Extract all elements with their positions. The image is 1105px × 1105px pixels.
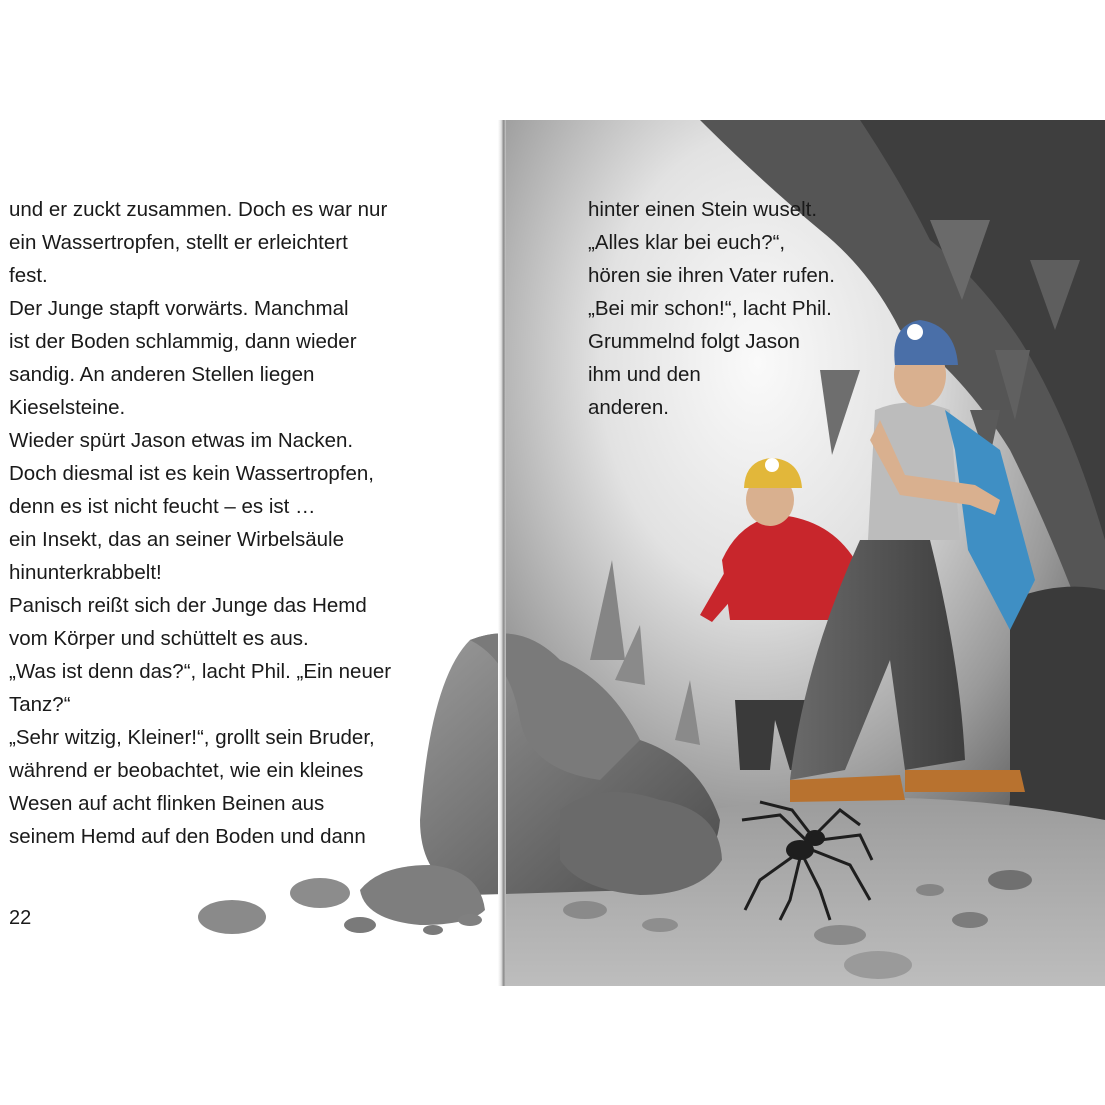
text-line: „Sehr witzig, Kleiner!“, grollt sein Bruder, [9, 726, 375, 749]
pebble [198, 900, 266, 934]
pebble [290, 878, 350, 908]
text-line: ihm und den [588, 363, 701, 386]
pebble [952, 912, 988, 928]
text-line: „Bei mir schon!“, lacht Phil. [588, 297, 832, 320]
pebble [642, 918, 678, 932]
text-line: Wieder spürt Jason etwas im Nacken. [9, 429, 354, 452]
pebble [563, 901, 607, 919]
text-line: sandig. An anderen Stellen liegen [9, 363, 315, 386]
pebble [344, 917, 376, 933]
pebble [916, 884, 944, 896]
text-line: ein Wassertropfen, stellt er erleichtert [9, 231, 348, 254]
text-line: anderen. [588, 396, 669, 419]
pebble [423, 925, 443, 935]
text-line: „Alles klar bei euch?“, [588, 231, 786, 254]
text-line: hinunterkrabbelt! [9, 561, 162, 584]
text-line: Der Junge stapft vorwärts. Manchmal [9, 297, 349, 320]
pebble [814, 925, 866, 945]
text-line: Doch diesmal ist es kein Wassertropfen, [9, 462, 374, 485]
text-line: hinter einen Stein wuselt. [588, 198, 818, 221]
text-line: fest. [9, 264, 48, 287]
text-line: denn es ist nicht feucht – es ist … [9, 495, 316, 518]
text-line: Kieselsteine. [9, 396, 126, 419]
text-line: seinem Hemd auf den Boden und dann [9, 825, 366, 848]
text-line: ist der Boden schlammig, dann wieder [9, 330, 357, 353]
pebble [844, 951, 912, 979]
pebble [458, 914, 482, 926]
pebble [988, 870, 1032, 890]
right-page-text [588, 193, 888, 424]
text-line: ein Insekt, das an seiner Wirbelsäule [9, 528, 345, 551]
text-line: hören sie ihren Vater rufen. [588, 264, 835, 287]
left-page-text [9, 193, 449, 853]
text-line: Wesen auf acht flinken Beinen aus [9, 792, 325, 815]
text-line: Tanz?“ [9, 693, 71, 716]
text-line: während er beobachtet, wie ein kleines [9, 759, 364, 782]
text-line: Panisch reißt sich der Junge das Hemd [9, 594, 367, 617]
book-spread [0, 120, 1105, 986]
text-line: vom Körper und schüttelt es aus. [9, 627, 309, 650]
page-number: 22 [9, 907, 32, 929]
text-line: Grummelnd folgt Jason [588, 330, 800, 353]
text-line: und er zuckt zusammen. Doch es war nur [9, 198, 388, 221]
text-line: „Was ist denn das?“, lacht Phil. „Ein neuer [9, 660, 392, 683]
book-spine [498, 120, 506, 986]
